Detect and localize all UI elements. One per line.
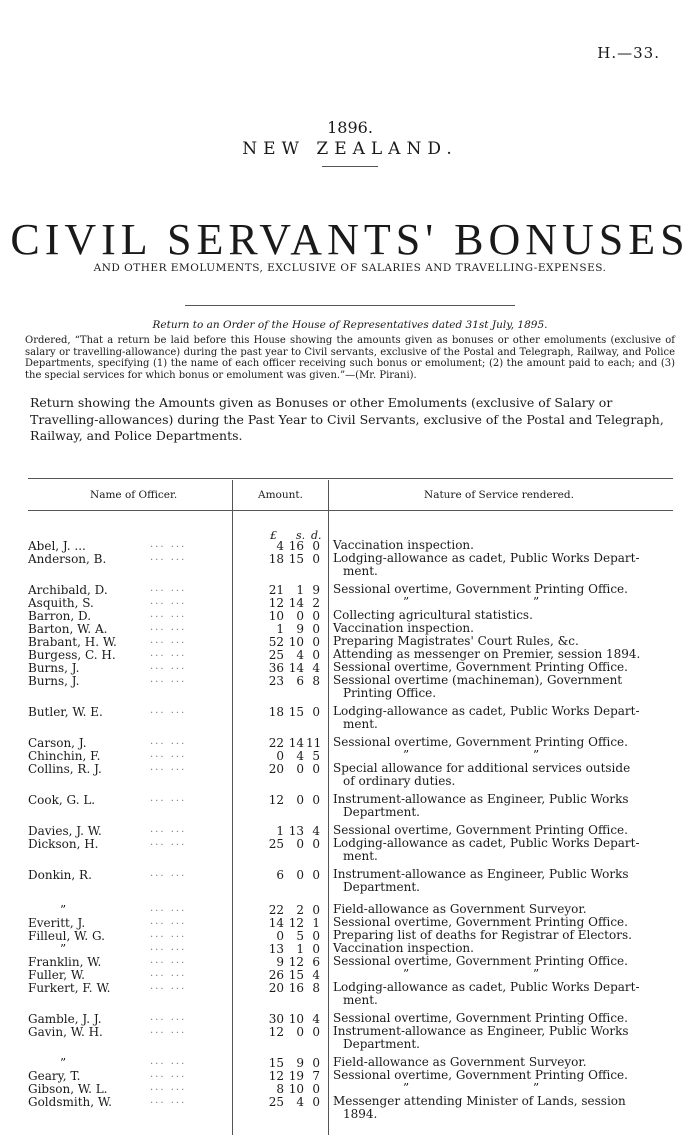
amount-shillings: 15 bbox=[288, 968, 304, 982]
amount-pence: 0 bbox=[312, 635, 320, 649]
service-line: Sessional overtime, Government Printing Office. bbox=[333, 1068, 628, 1082]
order-text: Ordered, “That a return be laid before this House showing the amounts given as bonuses or other emoluments (exclusive of salary or travelling-allowance) during the past year to Civil servants, exclusive of the Postal and Telegraph, Railway, and Police Departments, specifying (1) the name of each officer receiving such bonus or emolument; (2) the amount paid to each; and (3) the special services for which bonus or emolument was given.”—(Mr. Pirani). bbox=[25, 335, 675, 381]
amount-pence: 11 bbox=[306, 736, 322, 750]
officer-name: Collins, R. J. bbox=[28, 762, 102, 776]
amount-shillings: 16 bbox=[288, 981, 304, 995]
officer-name: Barton, W. A. bbox=[28, 622, 108, 636]
amount-shillings: 9 bbox=[296, 622, 304, 636]
officer-name: Donkin, R. bbox=[28, 868, 92, 882]
amount-pounds: 0 bbox=[276, 929, 284, 943]
service-line: Instrument-allowance as Engineer, Public Works bbox=[333, 867, 629, 881]
leader-dots: ... ... bbox=[150, 981, 187, 992]
leader-dots: ... ... bbox=[150, 1095, 187, 1106]
page-reference: H.—33. bbox=[597, 44, 660, 62]
leader-dots: ... ... bbox=[150, 609, 187, 620]
header-service: Nature of Service rendered. bbox=[424, 489, 574, 501]
officer-name: Archibald, D. bbox=[28, 583, 108, 597]
return-intro: Return showing the Amounts given as Bonuses or other Emoluments (exclusive of Salary or Travelling-allowances) during the Past Year to Civil Servants, exclusive of the Postal and Telegraph, Railway, and Police Departments. bbox=[30, 395, 664, 443]
service-line-continued: Department. bbox=[343, 805, 420, 819]
amount-shillings: 14 bbox=[288, 661, 304, 675]
leader-dots: ... ... bbox=[150, 674, 187, 685]
leader-dots: ... ... bbox=[150, 596, 187, 607]
service-line-continued: ment. bbox=[343, 993, 378, 1007]
amount-pounds: 14 bbox=[268, 916, 284, 930]
leader-dots: ... ... bbox=[150, 1025, 187, 1036]
officer-name: Franklin, W. bbox=[28, 955, 102, 969]
leader-dots: ... ... bbox=[150, 916, 187, 927]
service-line: Lodging-allowance as cadet, Public Works Depart- bbox=[333, 551, 640, 565]
order-title: Return to an Order of the House of Representatives dated 31st July, 1895. bbox=[152, 319, 548, 331]
service-line-continued: 1894. bbox=[343, 1107, 378, 1121]
amount-shillings: 15 bbox=[288, 705, 304, 719]
amount-pounds: 1 bbox=[276, 824, 284, 838]
amount-pounds: 4 bbox=[276, 539, 284, 553]
country-name: NEW ZEALAND. bbox=[242, 139, 458, 159]
amount-shillings: 2 bbox=[296, 903, 304, 917]
service-description bbox=[333, 705, 673, 731]
service-line: Sessional overtime, Government Printing Office. bbox=[333, 954, 628, 968]
amount-shillings: 10 bbox=[288, 635, 304, 649]
table-header-rule bbox=[28, 510, 673, 511]
officer-name: Burgess, C. H. bbox=[28, 648, 116, 662]
amount-pounds: 20 bbox=[268, 762, 284, 776]
amount-shillings: 10 bbox=[288, 1012, 304, 1026]
leader-dots: ... ... bbox=[150, 762, 187, 773]
service-line: Lodging-allowance as cadet, Public Works Depart- bbox=[333, 980, 640, 994]
officer-name: Gavin, W. H. bbox=[28, 1025, 103, 1039]
amount-pounds: 8 bbox=[276, 1082, 284, 1096]
service-description bbox=[333, 552, 673, 578]
amount-pence: 0 bbox=[312, 609, 320, 623]
amount-shillings: 0 bbox=[296, 609, 304, 623]
leader-dots: ... ... bbox=[150, 793, 187, 804]
amount-pounds: 9 bbox=[276, 955, 284, 969]
amount-pounds: 13 bbox=[268, 942, 284, 956]
amount-shillings: 0 bbox=[296, 762, 304, 776]
amount-pence: 0 bbox=[312, 1025, 320, 1039]
officer-name: Geary, T. bbox=[28, 1069, 81, 1083]
amount-shillings: 15 bbox=[288, 552, 304, 566]
amount-pence: 0 bbox=[312, 868, 320, 882]
leader-dots: ... ... bbox=[150, 583, 187, 594]
officer-name: Davies, J. W. bbox=[28, 824, 102, 838]
service-line: Collecting agricultural statistics. bbox=[333, 608, 533, 622]
amount-pence: 9 bbox=[312, 583, 320, 597]
amount-pounds: 22 bbox=[268, 736, 284, 750]
amount-pence: 0 bbox=[312, 942, 320, 956]
leader-dots: ... ... bbox=[150, 1069, 187, 1080]
leader-dots: ... ... bbox=[150, 942, 187, 953]
amount-pence: 0 bbox=[312, 1056, 320, 1070]
service-line: Field-allowance as Government Surveyor. bbox=[333, 902, 587, 916]
service-description bbox=[333, 868, 673, 894]
officer-name: Butler, W. E. bbox=[28, 705, 103, 719]
amount-pounds: 12 bbox=[268, 793, 284, 807]
amount-pounds: 23 bbox=[268, 674, 284, 688]
unit-pence: d. bbox=[311, 529, 322, 542]
amount-shillings: 4 bbox=[296, 749, 304, 763]
leader-dots: ... ... bbox=[150, 824, 187, 835]
officer-name: Furkert, F. W. bbox=[28, 981, 111, 995]
service-line-continued: ment. bbox=[343, 849, 378, 863]
amount-pence: 5 bbox=[312, 749, 320, 763]
service-line: Messenger attending Minister of Lands, session bbox=[333, 1094, 626, 1108]
amount-shillings: 0 bbox=[296, 868, 304, 882]
header-name: Name of Officer. bbox=[90, 489, 178, 501]
amount-shillings: 0 bbox=[296, 1025, 304, 1039]
amount-pence: 7 bbox=[312, 1069, 320, 1083]
amount-pence: 0 bbox=[312, 837, 320, 851]
service-line: Lodging-allowance as cadet, Public Works Depart- bbox=[333, 836, 640, 850]
service-line: Sessional overtime, Government Printing Office. bbox=[333, 823, 628, 837]
service-line: Vaccination inspection. bbox=[333, 621, 474, 635]
amount-pence: 0 bbox=[312, 552, 320, 566]
service-line-continued: ment. bbox=[343, 564, 378, 578]
service-line: Lodging-allowance as cadet, Public Works Depart- bbox=[333, 704, 640, 718]
amount-pence: 4 bbox=[312, 824, 320, 838]
officer-name: Gibson, W. L. bbox=[28, 1082, 108, 1096]
document-title: CIVIL SERVANTS' BONUSES bbox=[10, 215, 690, 264]
leader-dots: ... ... bbox=[150, 1056, 187, 1067]
amount-pounds: 0 bbox=[276, 749, 284, 763]
amount-shillings: 10 bbox=[288, 1082, 304, 1096]
amount-pounds: 18 bbox=[268, 552, 284, 566]
officer-name: Filleul, W. G. bbox=[28, 929, 105, 943]
leader-dots: ... ... bbox=[150, 1012, 187, 1023]
amount-shillings: 12 bbox=[288, 916, 304, 930]
service-description bbox=[333, 837, 673, 863]
officer-name: Carson, J. bbox=[28, 736, 87, 750]
unit-pounds: £ bbox=[270, 529, 277, 542]
amount-pounds: 18 bbox=[268, 705, 284, 719]
amount-pounds: 25 bbox=[268, 837, 284, 851]
amount-pence: 0 bbox=[312, 622, 320, 636]
amount-shillings: 0 bbox=[296, 837, 304, 851]
officer-name: Brabant, H. W. bbox=[28, 635, 117, 649]
leader-dots: ... ... bbox=[150, 929, 187, 940]
amount-pounds: 21 bbox=[268, 583, 284, 597]
leader-dots: ... ... bbox=[150, 635, 187, 646]
amount-pence: 2 bbox=[312, 596, 320, 610]
amount-pounds: 52 bbox=[268, 635, 284, 649]
leader-dots: ... ... bbox=[150, 903, 187, 914]
amount-shillings: 12 bbox=[288, 955, 304, 969]
amount-pence: 8 bbox=[312, 981, 320, 995]
leader-dots: ... ... bbox=[150, 868, 187, 879]
officer-name: Barron, D. bbox=[28, 609, 92, 623]
officer-name: Cook, G. L. bbox=[28, 793, 96, 807]
amount-pounds: 6 bbox=[276, 868, 284, 882]
officer-name: ” bbox=[60, 903, 67, 917]
amount-pence: 4 bbox=[312, 1012, 320, 1026]
officer-name: Abel, J. ... bbox=[28, 539, 86, 553]
leader-dots: ... ... bbox=[150, 736, 187, 747]
officer-name: Gamble, J. J. bbox=[28, 1012, 102, 1026]
amount-pounds: 25 bbox=[268, 1095, 284, 1109]
service-line: Sessional overtime, Government Printing Office. bbox=[333, 735, 628, 749]
amount-pence: 0 bbox=[312, 705, 320, 719]
service-line: Special allowance for additional services outside bbox=[333, 761, 631, 775]
leader-dots: ... ... bbox=[150, 1082, 187, 1093]
title-divider bbox=[185, 305, 515, 306]
service-line-continued: Department. bbox=[343, 1037, 420, 1051]
officer-name: Chinchin, F. bbox=[28, 749, 101, 763]
amount-pence: 0 bbox=[312, 903, 320, 917]
leader-dots: ... ... bbox=[150, 539, 187, 550]
amount-shillings: 4 bbox=[296, 1095, 304, 1109]
service-line: Sessional overtime, Government Printing Office. bbox=[333, 660, 628, 674]
service-description bbox=[333, 981, 673, 1007]
amount-pence: 8 bbox=[312, 674, 320, 688]
service-line: Sessional overtime (machineman), Government bbox=[333, 673, 623, 687]
officer-name: Dickson, H. bbox=[28, 837, 99, 851]
amount-shillings: 5 bbox=[296, 929, 304, 943]
header-amount: Amount. bbox=[258, 489, 303, 501]
amount-pounds: 12 bbox=[268, 1025, 284, 1039]
leader-dots: ... ... bbox=[150, 749, 187, 760]
column-divider-amount bbox=[328, 480, 329, 1135]
service-line-continued: Department. bbox=[343, 880, 420, 894]
amount-pounds: 12 bbox=[268, 1069, 284, 1083]
service-line: ” ” bbox=[403, 1081, 540, 1095]
service-line: Preparing list of deaths for Registrar of Electors. bbox=[333, 928, 632, 942]
officer-name: ” bbox=[60, 942, 67, 956]
service-line: Sessional overtime, Government Printing Office. bbox=[333, 1011, 628, 1025]
leader-dots: ... ... bbox=[150, 968, 187, 979]
officer-name: Goldsmith, W. bbox=[28, 1095, 112, 1109]
table-top-rule bbox=[28, 478, 673, 479]
service-line: Instrument-allowance as Engineer, Public Works bbox=[333, 1024, 629, 1038]
amount-pence: 1 bbox=[312, 916, 320, 930]
service-line: Sessional overtime, Government Printing Office. bbox=[333, 915, 628, 929]
amount-pence: 0 bbox=[312, 1082, 320, 1096]
amount-pounds: 1 bbox=[276, 622, 284, 636]
leader-dots: ... ... bbox=[150, 705, 187, 716]
leader-dots: ... ... bbox=[150, 552, 187, 563]
amount-shillings: 1 bbox=[296, 583, 304, 597]
amount-shillings: 14 bbox=[288, 596, 304, 610]
service-line: Attending as messenger on Premier, session 1894. bbox=[333, 647, 641, 661]
leader-dots: ... ... bbox=[150, 955, 187, 966]
amount-pence: 0 bbox=[312, 762, 320, 776]
amount-shillings: 1 bbox=[296, 942, 304, 956]
officer-name: Everitt, J. bbox=[28, 916, 86, 930]
leader-dots: ... ... bbox=[150, 661, 187, 672]
leader-dots: ... ... bbox=[150, 648, 187, 659]
amount-pounds: 10 bbox=[268, 609, 284, 623]
officer-name: Burns, J. bbox=[28, 674, 80, 688]
amount-shillings: 14 bbox=[288, 736, 304, 750]
amount-shillings: 0 bbox=[296, 793, 304, 807]
amount-pounds: 25 bbox=[268, 648, 284, 662]
service-description bbox=[333, 674, 673, 700]
service-line-continued: of ordinary duties. bbox=[343, 774, 456, 788]
service-line-continued: Printing Office. bbox=[343, 686, 437, 700]
service-line: Sessional overtime, Government Printing Office. bbox=[333, 582, 628, 596]
amount-pounds: 20 bbox=[268, 981, 284, 995]
officer-name: Anderson, B. bbox=[28, 552, 107, 566]
amount-shillings: 19 bbox=[288, 1069, 304, 1083]
document-subtitle: AND OTHER EMOLUMENTS, EXCLUSIVE OF SALARIES AND TRAVELLING-EXPENSES. bbox=[93, 262, 607, 274]
amount-pence: 4 bbox=[312, 661, 320, 675]
amount-pence: 0 bbox=[312, 793, 320, 807]
amount-pounds: 26 bbox=[268, 968, 284, 982]
amount-pence: 0 bbox=[312, 648, 320, 662]
officer-name: Burns, J. bbox=[28, 661, 80, 675]
amount-shillings: 4 bbox=[296, 648, 304, 662]
amount-pence: 4 bbox=[312, 968, 320, 982]
amount-pence: 0 bbox=[312, 929, 320, 943]
service-line: ” ” bbox=[403, 748, 540, 762]
amount-shillings: 13 bbox=[288, 824, 304, 838]
service-description bbox=[333, 1025, 673, 1051]
service-line: Preparing Magistrates' Court Rules, &c. bbox=[333, 634, 579, 648]
amount-pounds: 36 bbox=[268, 661, 284, 675]
service-line: ” ” bbox=[403, 967, 540, 981]
amount-shillings: 16 bbox=[288, 539, 304, 553]
service-description bbox=[333, 793, 673, 819]
service-description bbox=[333, 762, 673, 788]
amount-shillings: 9 bbox=[296, 1056, 304, 1070]
leader-dots: ... ... bbox=[150, 837, 187, 848]
report-year: 1896. bbox=[327, 118, 373, 137]
amount-pence: 0 bbox=[312, 1095, 320, 1109]
amount-pence: 6 bbox=[312, 955, 320, 969]
service-line-continued: ment. bbox=[343, 717, 378, 731]
unit-shillings: s. bbox=[296, 529, 306, 542]
officer-name: ” bbox=[60, 1056, 67, 1070]
amount-pounds: 30 bbox=[268, 1012, 284, 1026]
service-line: Field-allowance as Government Surveyor. bbox=[333, 1055, 587, 1069]
officer-name: Fuller, W. bbox=[28, 968, 85, 982]
amount-pounds: 22 bbox=[268, 903, 284, 917]
leader-dots: ... ... bbox=[150, 622, 187, 633]
amount-pounds: 12 bbox=[268, 596, 284, 610]
amount-pence: 0 bbox=[312, 539, 320, 553]
service-line: Instrument-allowance as Engineer, Public Works bbox=[333, 792, 629, 806]
service-description bbox=[333, 1095, 673, 1121]
officer-name: Asquith, S. bbox=[28, 596, 94, 610]
service-line: ” ” bbox=[403, 595, 540, 609]
amount-shillings: 6 bbox=[296, 674, 304, 688]
short-divider bbox=[322, 166, 378, 167]
service-line: Vaccination inspection. bbox=[333, 941, 474, 955]
amount-pounds: 15 bbox=[268, 1056, 284, 1070]
service-line: Vaccination inspection. bbox=[333, 538, 474, 552]
